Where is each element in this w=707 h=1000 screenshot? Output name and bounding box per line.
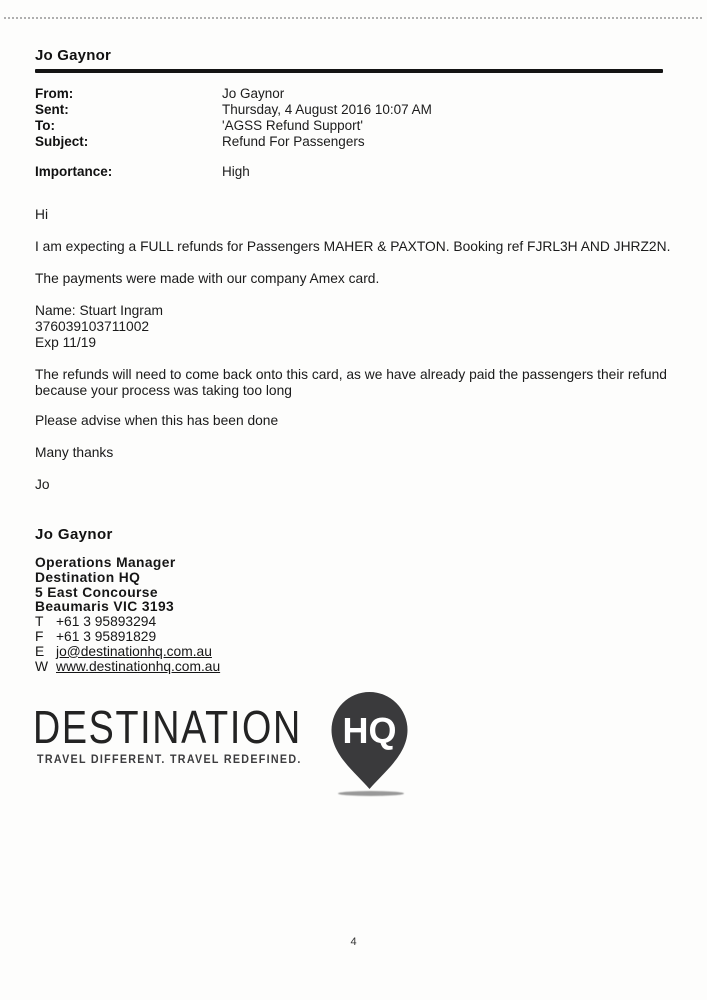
refund-back-text: The refunds will need to come back onto this card, as we have already paid the passengers their refund because your process was taking too long [35,367,667,398]
to-value: 'AGSS Refund Support' [222,118,363,133]
payment-info-text: The payments were made with our company Amex card. [35,271,380,286]
website-link[interactable]: www.destinationhq.com.au [56,658,221,674]
website-row [35,660,220,675]
map-pin-icon [327,690,412,792]
importance-value: High [222,164,250,179]
sent-value: Thursday, 4 August 2016 10:07 AM [222,102,432,117]
logo-tagline: TRAVEL DIFFERENT. TRAVEL REDEFINED. [37,754,302,766]
from-value: Jo Gaynor [222,86,285,101]
importance-label: Importance: [35,164,113,179]
refund-request-text: I am expecting a FULL refunds for Passengers MAHER & PAXTON. Booking ref FJRL3H AND JHRZ2N. [35,239,671,254]
card-number: 376039103711002 [35,319,150,334]
signature-name: Jo Gaynor [35,526,113,543]
signature-street: 5 East Concourse [35,584,158,600]
pin-shadow [338,791,404,796]
signature-role: Operations Manager [35,555,176,570]
fax-label: F [35,628,44,644]
phone-label: T [35,614,44,630]
subject-label: Subject: [35,134,89,149]
importance-row [35,164,250,180]
please-advise-text: Please advise when this has been done [35,413,279,428]
phone-row [35,615,220,630]
email-label: E [35,643,45,659]
sent-label: Sent: [35,102,69,117]
title-divider-rule [35,69,663,73]
card-expiry: Exp 11/19 [35,335,97,350]
email-header-fields [35,86,432,150]
website-label: W [35,658,49,674]
signature-company: Destination HQ [35,569,141,585]
email-row [35,645,220,660]
phone-value: +61 3 95893294 [56,614,157,630]
signature-suburb: Beaumaris VIC 3193 [35,599,175,615]
scan-edge-line [4,17,702,19]
subject-value: Refund For Passengers [222,134,365,149]
page-number: 4 [350,936,357,948]
signature-block [35,556,220,674]
logo-wordmark: DESTINATION [33,701,302,753]
to-label: To: [35,118,55,133]
closing-text: Many thanks [35,445,114,460]
fax-row [35,630,220,645]
card-details-block [35,303,675,351]
email-link[interactable]: jo@destinationhq.com.au [56,643,212,659]
logo-pin-text: HQ [342,710,397,751]
document-owner-title: Jo Gaynor [35,47,111,64]
signoff-text: Jo [35,477,50,492]
fax-value: +61 3 95891829 [56,628,157,644]
from-label: From: [35,86,74,101]
card-holder-name: Name: Stuart Ingram [35,303,164,318]
greeting-text: Hi [35,207,49,222]
